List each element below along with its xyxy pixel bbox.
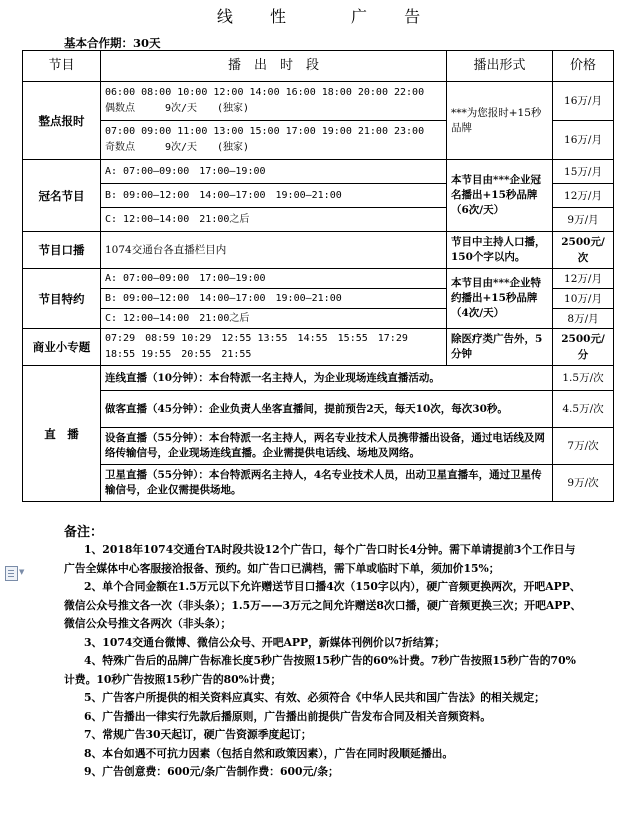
table-row — [23, 391, 614, 428]
commerce-price: 2500元/分 — [553, 329, 614, 366]
document-icon[interactable] — [5, 566, 18, 581]
special-form: 本节目由***企业特约播出+15秒品牌（4次/天） — [447, 269, 553, 329]
naming-form: 本节目由***企业冠名播出+15秒品牌（6次/天） — [447, 160, 553, 232]
hourly-odd-times: 07:00 09:00 11:00 13:00 15:00 17:00 19:00 21:00 23:00 — [105, 126, 425, 137]
table-row — [23, 269, 614, 289]
note-item: 1、2018年1074交通台TA时段共设12个广告口，每个广告口时长4分钟。需下单请提前3个工作日与广告全媒体中心客服接洽报备、预约。如广告口已满档，需下单或临时下单，须加价15%； — [64, 543, 576, 575]
note-item: 9、广告创意费：600元/条广告制作费：600元/条； — [84, 765, 339, 778]
note-item: 6、广告播出一律实行先款后播原则，广告播出前提供广告发布合同及相关音频资料。 — [84, 709, 491, 723]
title-char: 性 — [269, 7, 288, 26]
naming-price-c: 9万/月 — [553, 208, 614, 232]
naming-slot-a: A: 07:00—09:00 17:00—19:00 — [101, 160, 447, 184]
category-hourly: 整点报时 — [23, 82, 101, 160]
special-price-b: 10万/月 — [553, 289, 614, 309]
category-naming: 冠名节目 — [23, 160, 101, 232]
naming-slot-b: B: 09:00—12:00 14:00—17:00 19:00—21:00 — [101, 184, 447, 208]
table-row — [23, 366, 614, 391]
table-row — [23, 329, 614, 366]
table-row — [23, 82, 614, 121]
note-item: 8、本台如遇不可抗力因素（包括自然和政策因素），广告在同时段顺延播出。 — [84, 746, 454, 760]
hourly-odd-label: 奇数点 9次/天 (独家) — [105, 142, 250, 153]
hourly-even-cell — [101, 82, 447, 121]
oral-price: 2500元/次 — [553, 232, 614, 269]
category-oral: 节目口播 — [23, 232, 101, 269]
naming-price-b: 12万/月 — [553, 184, 614, 208]
table-row — [23, 160, 614, 184]
category-live: 直 播 — [23, 366, 101, 502]
hourly-even-label: 偶数点 9次/天 (独家) — [105, 103, 250, 114]
hourly-form: ***为您报时+15秒品牌 — [447, 82, 553, 160]
special-slot-c: C: 12:00—14:00 21:00之后 — [101, 309, 447, 329]
naming-price-a: 15万/月 — [553, 160, 614, 184]
commerce-form: 除医疗类广告外，5分钟 — [447, 329, 553, 366]
oral-desc: 1074交通台各直播栏目内 — [101, 232, 447, 269]
note-item: 7、常规广告30天起订，硬广告资源季度起订； — [84, 728, 312, 741]
page-title — [0, 4, 639, 27]
commerce-times — [101, 329, 447, 366]
chevron-down-icon[interactable]: ▼ — [19, 568, 25, 576]
header-price: 价格 — [553, 51, 614, 82]
cooperation-period: 基本合作期：30天 — [64, 36, 161, 50]
live-item-price: 7万/次 — [553, 428, 614, 465]
special-slot-a: A: 07:00—09:00 17:00—19:00 — [101, 269, 447, 289]
live-item-desc: 卫星直播（55分钟）：本台特派两名主持人，4名专业技术人员，出动卫星直播车，通过卫星传输信号，企业仅需提供场地。 — [101, 465, 553, 502]
category-special: 节目特约 — [23, 269, 101, 329]
live-item-price: 9万/次 — [553, 465, 614, 502]
oral-form: 节目中主持人口播，150个字以内。 — [447, 232, 553, 269]
commerce-times-line: 07:29 08:59 10:29 12:55 13:55 14:55 15:55 17:29 — [105, 333, 408, 344]
live-item-price: 1.5万/次 — [553, 366, 614, 391]
live-item-desc: 做客直播（45分钟）：企业负责人坐客直播间，提前预告2天，每天10次，每次30秒。 — [101, 391, 553, 428]
special-price-a: 12万/月 — [553, 269, 614, 289]
live-item-desc: 设备直播（55分钟）：本台特派一名主持人，两名专业技术人员携带播出设备，通过电话线及网络传输信号，企业现场连线直播。企业需提供电话线、场地及网络。 — [101, 428, 553, 465]
note-item: 3、1074交通台微博、微信公众号、开吧APP，新媒体刊例价以7折结算； — [84, 635, 446, 649]
hourly-even-times: 06:00 08:00 10:00 12:00 14:00 16:00 18:00 20:00 22:00 — [105, 87, 425, 98]
live-item-price: 4.5万/次 — [553, 391, 614, 428]
table-row — [23, 428, 614, 465]
header-time: 播 出 时 段 — [101, 51, 447, 82]
hourly-price-odd: 16万/月 — [553, 121, 614, 160]
note-item: 2、单个合同金额在1.5万元以下允许赠送节目口播4次（150字以内），硬广音频更换两次，开吧APP、微信公众号推文各一次（非头条）；1.5万——3万元之间允许赠送8次口播，硬广音频更换三次；开吧APP、微信公众号推文各两次（非头条）； — [64, 580, 582, 630]
special-slot-b: B: 09:00—12:00 14:00—17:00 19:00—21:00 — [101, 289, 447, 309]
rate-table — [22, 50, 614, 502]
title-char: 告 — [404, 7, 423, 26]
title-char: 线 — [216, 7, 235, 26]
category-commerce: 商业小专题 — [23, 329, 101, 366]
title-char: 广 — [351, 7, 370, 26]
notes-list — [64, 541, 584, 782]
notes-title: 备注： — [64, 525, 104, 540]
note-item: 5、广告客户所提供的相关资料应真实、有效、必须符合《中华人民共和国广告法》的相关规定； — [84, 691, 545, 704]
header-program: 节目 — [23, 51, 101, 82]
special-price-c: 8万/月 — [553, 309, 614, 329]
hourly-price-even: 16万/月 — [553, 82, 614, 121]
table-header-row — [23, 51, 614, 82]
commerce-times-line: 18:55 19:55 20:55 21:55 — [105, 349, 252, 360]
naming-slot-c: C: 12:00—14:00 21:00之后 — [101, 208, 447, 232]
header-form: 播出形式 — [447, 51, 553, 82]
note-item: 4、特殊广告后的品牌广告标准长度5秒广告按照15秒广告的60%计费。7秒广告按照15秒广告的70%计费。10秒广告按照15秒广告的80%计费； — [64, 654, 576, 686]
table-row — [23, 465, 614, 502]
live-item-desc: 连线直播（10分钟）：本台特派一名主持人，为企业现场连线直播活动。 — [101, 366, 553, 391]
table-row — [23, 232, 614, 269]
hourly-odd-cell — [101, 121, 447, 160]
